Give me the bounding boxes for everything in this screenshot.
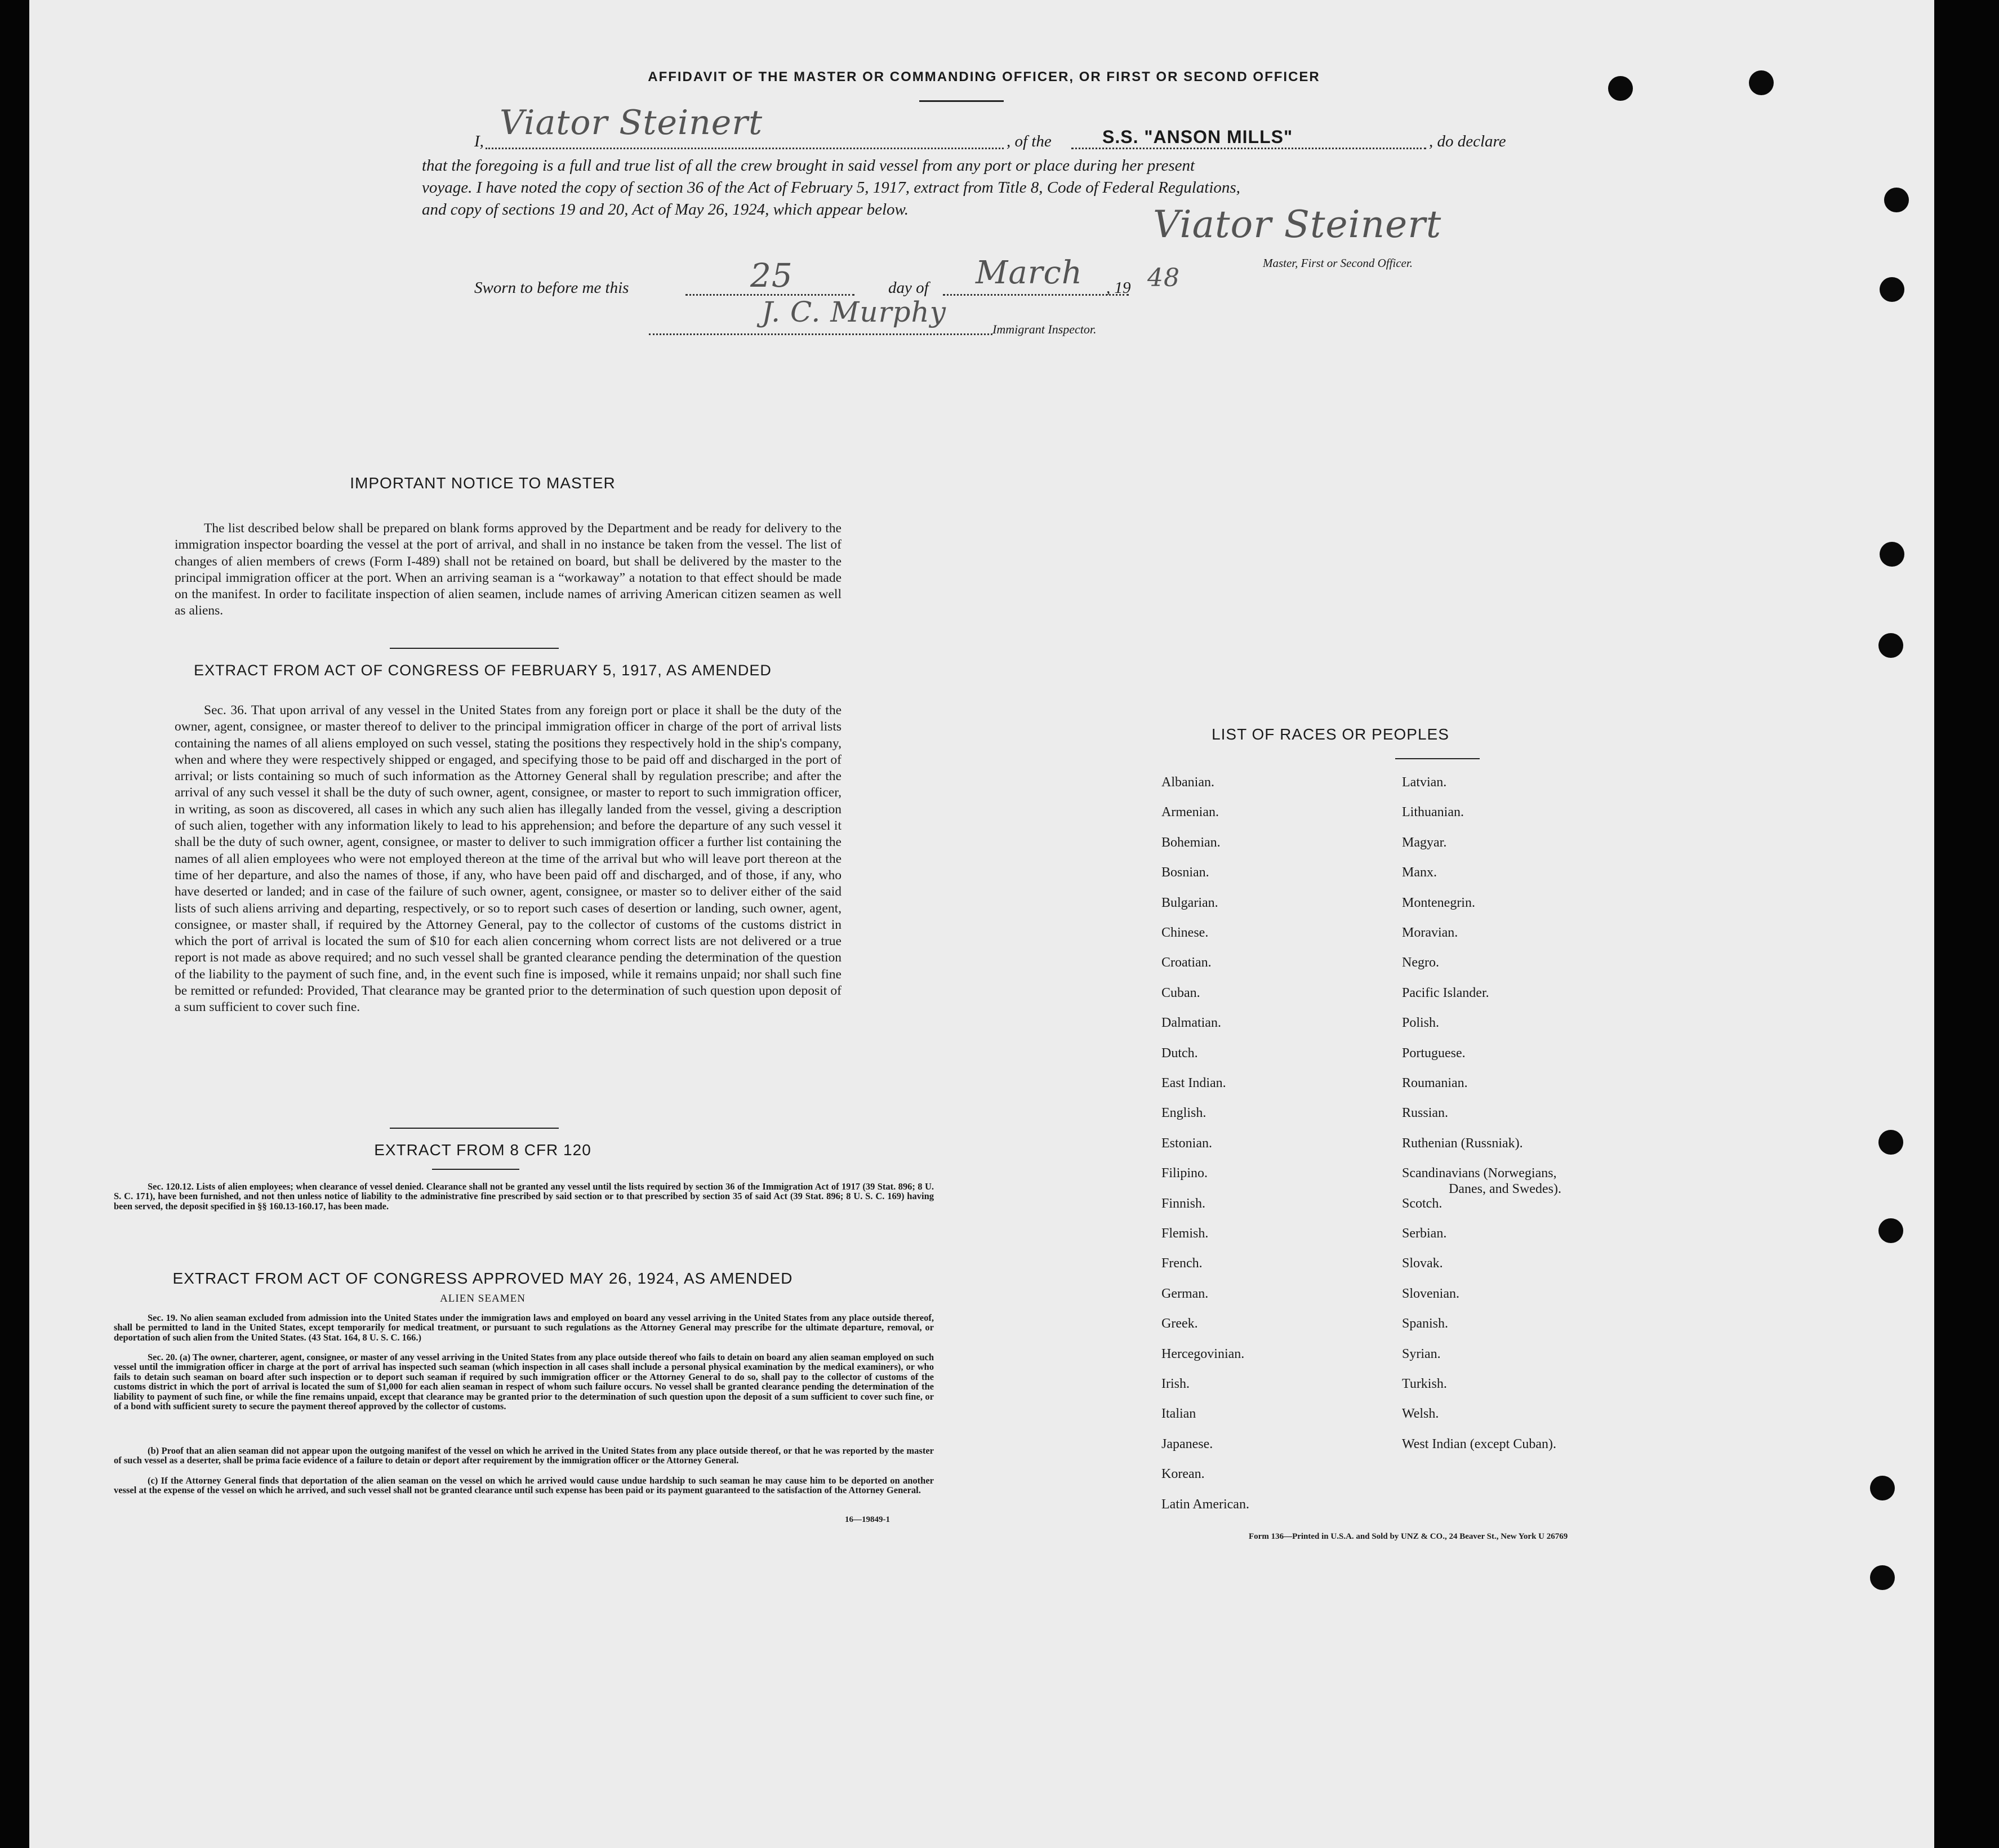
- race-item: Filipino.: [1161, 1166, 1208, 1181]
- race-item: Latvian.: [1402, 775, 1447, 790]
- race-item: Bohemian.: [1161, 835, 1221, 850]
- extract-1924-heading: EXTRACT FROM ACT OF CONGRESS APPROVED MAY 26, 1924, AS AMENDED: [172, 1270, 793, 1287]
- i-label: I,: [474, 132, 484, 150]
- race-item: Spanish.: [1402, 1316, 1449, 1332]
- declaration-line-2: that the foregoing is a full and true list of all the crew brought in said vessel from any port or place during her present: [422, 157, 1195, 175]
- race-item: Estonian.: [1161, 1135, 1212, 1151]
- declaration-line-3: voyage. I have noted the copy of section 36 of the Act of February 5, 1917, extract from Title 8, Code of Federal Regulations,: [422, 179, 1240, 197]
- extract-1924-subheading: ALIEN SEAMEN: [440, 1293, 526, 1304]
- extract-1917-heading: EXTRACT FROM ACT OF CONGRESS OF FEBRUARY 5, 1917, AS AMENDED: [194, 662, 772, 679]
- punch-hole: [1884, 188, 1909, 212]
- do-declare-label: , do declare: [1429, 132, 1506, 150]
- race-item: Dalmatian.: [1161, 1016, 1221, 1031]
- race-item: Syrian.: [1402, 1346, 1441, 1361]
- cfr-divider: [432, 1169, 519, 1170]
- punch-hole: [1880, 542, 1904, 567]
- race-item: Lithuanian.: [1402, 805, 1464, 820]
- race-item: Bulgarian.: [1161, 895, 1218, 910]
- extract-1917-text: Sec. 36. That upon arrival of any vessel in the United States from any foreign port or place it shall be the duty of the owner, agent, consignee, or master thereof to deliver to the principal immigration officer in charge of the port of arrival lists containing the names of all aliens employed on such vessel, stating the positions they respectively hold in the ship's company, when and where they were respectively shipped or engaged, and specifying those to be paid off and discharged in the port of arrival; or lists containing so much of such information as the Attorney General shall by regulation prescribe; and after the arrival of any such vessel it shall be the duty of such owner, agent, consignee, or master to report to such immigration officer, in writing, as soon as discovered, all cases in which any such alien has illegally landed from the vessel, giving a description of such alien, together with any information likely to lead to his apprehension; and before the departure of any such vessel it shall be the duty of such owner, agent, consignee, or master to deliver to such immigration officer a further list containing the names of all alien employees who were not employed thereon at the time of the arrival but who will leave port thereon at the time of her departure, and also the names of those, if any, who have been paid off and discharged, and of those, if any, who have deserted or landed; and in case of the failure of such owner, agent, consignee, or master so to deliver either of the said lists of such aliens arriving and departing, respectively, or so to report such cases of desertion or landing, such owner, agent, consignee, or master shall, if required by the Attorney General, pay to the collector of customs of the customs district in which the port of arrival is located the sum of $10 for each alien concerning whom correct lists are not delivered or a true report is not made as above required; and no such vessel shall be granted clearance pending the determination of the question of the liability to the payment of such fine, and, in the event such fine is imposed, while it remains unpaid; nor shall such fine be remitted or refunded: Provided, That clearance may be granted prior to the determination of such question upon deposit of a sum sufficient to cover such fine.: [175, 703, 842, 1015]
- race-item: Scotch.: [1402, 1196, 1443, 1211]
- punch-hole: [1870, 1565, 1895, 1590]
- form-code: 16—19849-1: [845, 1515, 890, 1524]
- form-footer: Form 136—Printed in U.S.A. and Sold by UNZ & CO., 24 Beaver St., New York U 26769: [1249, 1532, 1568, 1541]
- race-item: Scandinavians (Norwegians,: [1402, 1166, 1557, 1181]
- name-line: [486, 148, 1004, 149]
- master-signature: Viator Steinert: [1153, 203, 1442, 246]
- race-item: Italian: [1161, 1406, 1196, 1422]
- race-item: Chinese.: [1161, 925, 1209, 940]
- race-item: French.: [1161, 1256, 1203, 1271]
- race-item: Hercegovinian.: [1161, 1346, 1245, 1361]
- punch-hole: [1870, 1476, 1895, 1500]
- races-divider: [1395, 758, 1480, 759]
- title-divider: [919, 100, 1004, 102]
- race-item: Croatian.: [1161, 955, 1212, 970]
- sec-19-text: Sec. 19. No alien seaman excluded from admission into the United States under the immigration laws and employed on board any vessel arriving in the United States from any place outside thereof, shall be permitted to land in the United States, except temporarily for medical treatment, or pursuant to such regulations as the Attorney General may prescribe for the ultimate departure, removal, or deportation of such alien from the United States. (43 Stat. 164, 8 U. S. C. 166.): [114, 1312, 934, 1343]
- race-item: Irish.: [1161, 1377, 1190, 1391]
- punch-hole: [1749, 70, 1774, 95]
- race-item: Negro.: [1402, 955, 1439, 970]
- punch-hole: [1878, 633, 1903, 658]
- notice-divider: [390, 648, 559, 649]
- races-heading: LIST OF RACES OR PEOPLES: [1212, 725, 1449, 743]
- race-item: Korean.: [1161, 1467, 1205, 1482]
- signature-caption: Master, First or Second Officer.: [1263, 256, 1413, 270]
- document-page: [29, 0, 1934, 1848]
- sec-20b-text: (b) Proof that an alien seaman did not appear upon the outgoing manifest of the vessel on which he arrived in the United States from any place outside thereof, or that he was reported by the master of such vessel as a deserter, shall be prima facie evidence of a failure to detain or deport after requirement by the immigration officer or the Attorney General.: [114, 1445, 934, 1466]
- affidavit-title: AFFIDAVIT OF THE MASTER OR COMMANDING OFFICER, OR FIRST OR SECOND OFFICER: [648, 69, 1320, 84]
- extract-1917-divider: [390, 1128, 559, 1129]
- punch-hole: [1878, 1218, 1903, 1243]
- punch-hole: [1878, 1130, 1903, 1155]
- year-prefix: , 19: [1106, 279, 1131, 297]
- race-item: Polish.: [1402, 1016, 1440, 1031]
- race-item: Ruthenian (Russniak).: [1402, 1135, 1523, 1151]
- sec-20c-text: (c) If the Attorney General finds that deportation of the alien seaman on the vessel on which he arrived would cause undue hardship to such seaman he may cause him to be deported on another vessel at the expense of the vessel on which he arrived, and such vessel shall not be granted clearance until such expense has been paid or its payment guaranteed to the satisfaction of the Attorney General.: [114, 1475, 934, 1496]
- year-suffix: 48: [1147, 264, 1180, 292]
- sworn-day: 25: [750, 256, 793, 295]
- notice-heading: IMPORTANT NOTICE TO MASTER: [350, 474, 616, 492]
- race-item: Albanian.: [1161, 775, 1214, 790]
- race-item: English.: [1161, 1106, 1206, 1121]
- race-item: Slovak.: [1402, 1256, 1443, 1271]
- sworn-label: Sworn to before me this: [474, 279, 629, 297]
- race-item: Danes, and Swedes).: [1449, 1182, 1561, 1197]
- race-item: Turkish.: [1402, 1377, 1447, 1391]
- race-item: Slovenian.: [1402, 1286, 1459, 1301]
- race-item: Manx.: [1402, 865, 1437, 880]
- race-item: Greek.: [1161, 1316, 1198, 1332]
- ship-line: [1071, 148, 1426, 149]
- race-item: Moravian.: [1402, 925, 1458, 940]
- race-item: German.: [1161, 1286, 1209, 1301]
- inspector-signature: J. C. Murphy: [762, 296, 946, 328]
- race-item: Latin American.: [1161, 1497, 1249, 1512]
- race-item: Japanese.: [1161, 1436, 1213, 1451]
- punch-hole: [1608, 76, 1633, 101]
- race-item: Bosnian.: [1161, 865, 1209, 880]
- race-item: Roumanian.: [1402, 1076, 1468, 1090]
- extract-cfr-heading: EXTRACT FROM 8 CFR 120: [374, 1141, 591, 1159]
- inspector-line: [649, 333, 992, 335]
- declaration-line-4: and copy of sections 19 and 20, Act of May 26, 1924, which appear below.: [422, 201, 909, 219]
- sec-20a-text: Sec. 20. (a) The owner, charterer, agent, consignee, or master of any vessel arriving in the United States from any place outside thereof who fails to detain on board any alien seaman employed on such vessel until the immigration officer in charge at the port of arrival has inspected such seaman (which inspection in all cases shall include a personal physical examination by the medical examiners), or who fails to detain such seaman on board after such inspection or to deport such seaman if required by such immigration officer or the Attorney General to do so, shall pay to the collector of customs of the customs district in which the port of arrival is located the sum of $1,000 for each alien seaman in respect of whom such failure occurs. No vessel shall be granted clearance pending the determination of the liability to payment of such fine, or while the fine remains unpaid, except that clearance may be granted prior to the determination of such question upon the deposit of a sum sufficient to cover such fine, or of a bond with sufficient surety to secure the payment thereof approved by the collector of customs.: [114, 1352, 934, 1412]
- race-item: Welsh.: [1402, 1406, 1439, 1422]
- race-item: Dutch.: [1161, 1045, 1198, 1061]
- race-item: Armenian.: [1161, 805, 1219, 820]
- extract-cfr-text: Sec. 120.12. Lists of alien employees; when clearance of vessel denied. Clearance shall not be granted any vessel until the lists required by section 36 of the Immigration Act of 1917 (39 Stat. 896; 8 U. S. C. 171), have been furnished, and not then unless notice of liability to the administrative fine prescribed by said section or to that prescribed by section 35 of said Act (39 Stat. 896; 8 U. S. C. 169) having been served, the deposit specified in §§ 160.13-160.17, has been made.: [114, 1181, 934, 1212]
- sworn-month: March: [976, 255, 1083, 291]
- race-item: West Indian (except Cuban).: [1402, 1436, 1556, 1451]
- punch-hole: [1880, 277, 1904, 302]
- race-item: Magyar.: [1402, 835, 1447, 850]
- race-item: East Indian.: [1161, 1076, 1226, 1090]
- race-item: Serbian.: [1402, 1226, 1447, 1241]
- master-name-handwritten: Viator Steinert: [500, 103, 763, 143]
- day-of-label: day of: [888, 279, 929, 297]
- notice-text: The list described below shall be prepared on blank forms approved by the Department and be ready for delivery to the immigration inspector boarding the vessel at the port of arrival, and shall in no instance be taken from the vessel. The list of changes of alien members of crews (Form I-489) shall not be retained on board, but shall be delivered by the master to the principal immigration officer at the port. When an arriving seaman is a “workaway” a notation to that effect should be made on the manifest. In order to facilitate inspection of alien seamen, include names of arriving American citizen seamen as well as aliens.: [175, 521, 842, 618]
- of-the-label: , of the: [1007, 132, 1052, 150]
- race-item: Finnish.: [1161, 1196, 1206, 1211]
- sworn-month-line: [943, 294, 1129, 296]
- race-item: Flemish.: [1161, 1226, 1209, 1241]
- race-item: Russian.: [1402, 1106, 1449, 1121]
- race-item: Montenegrin.: [1402, 895, 1475, 910]
- ship-name: S.S. "ANSON MILLS": [1102, 127, 1293, 147]
- race-item: Portuguese.: [1402, 1045, 1466, 1061]
- inspector-caption: Immigrant Inspector.: [992, 322, 1097, 336]
- race-item: Cuban.: [1161, 985, 1200, 1000]
- race-item: Pacific Islander.: [1402, 985, 1489, 1000]
